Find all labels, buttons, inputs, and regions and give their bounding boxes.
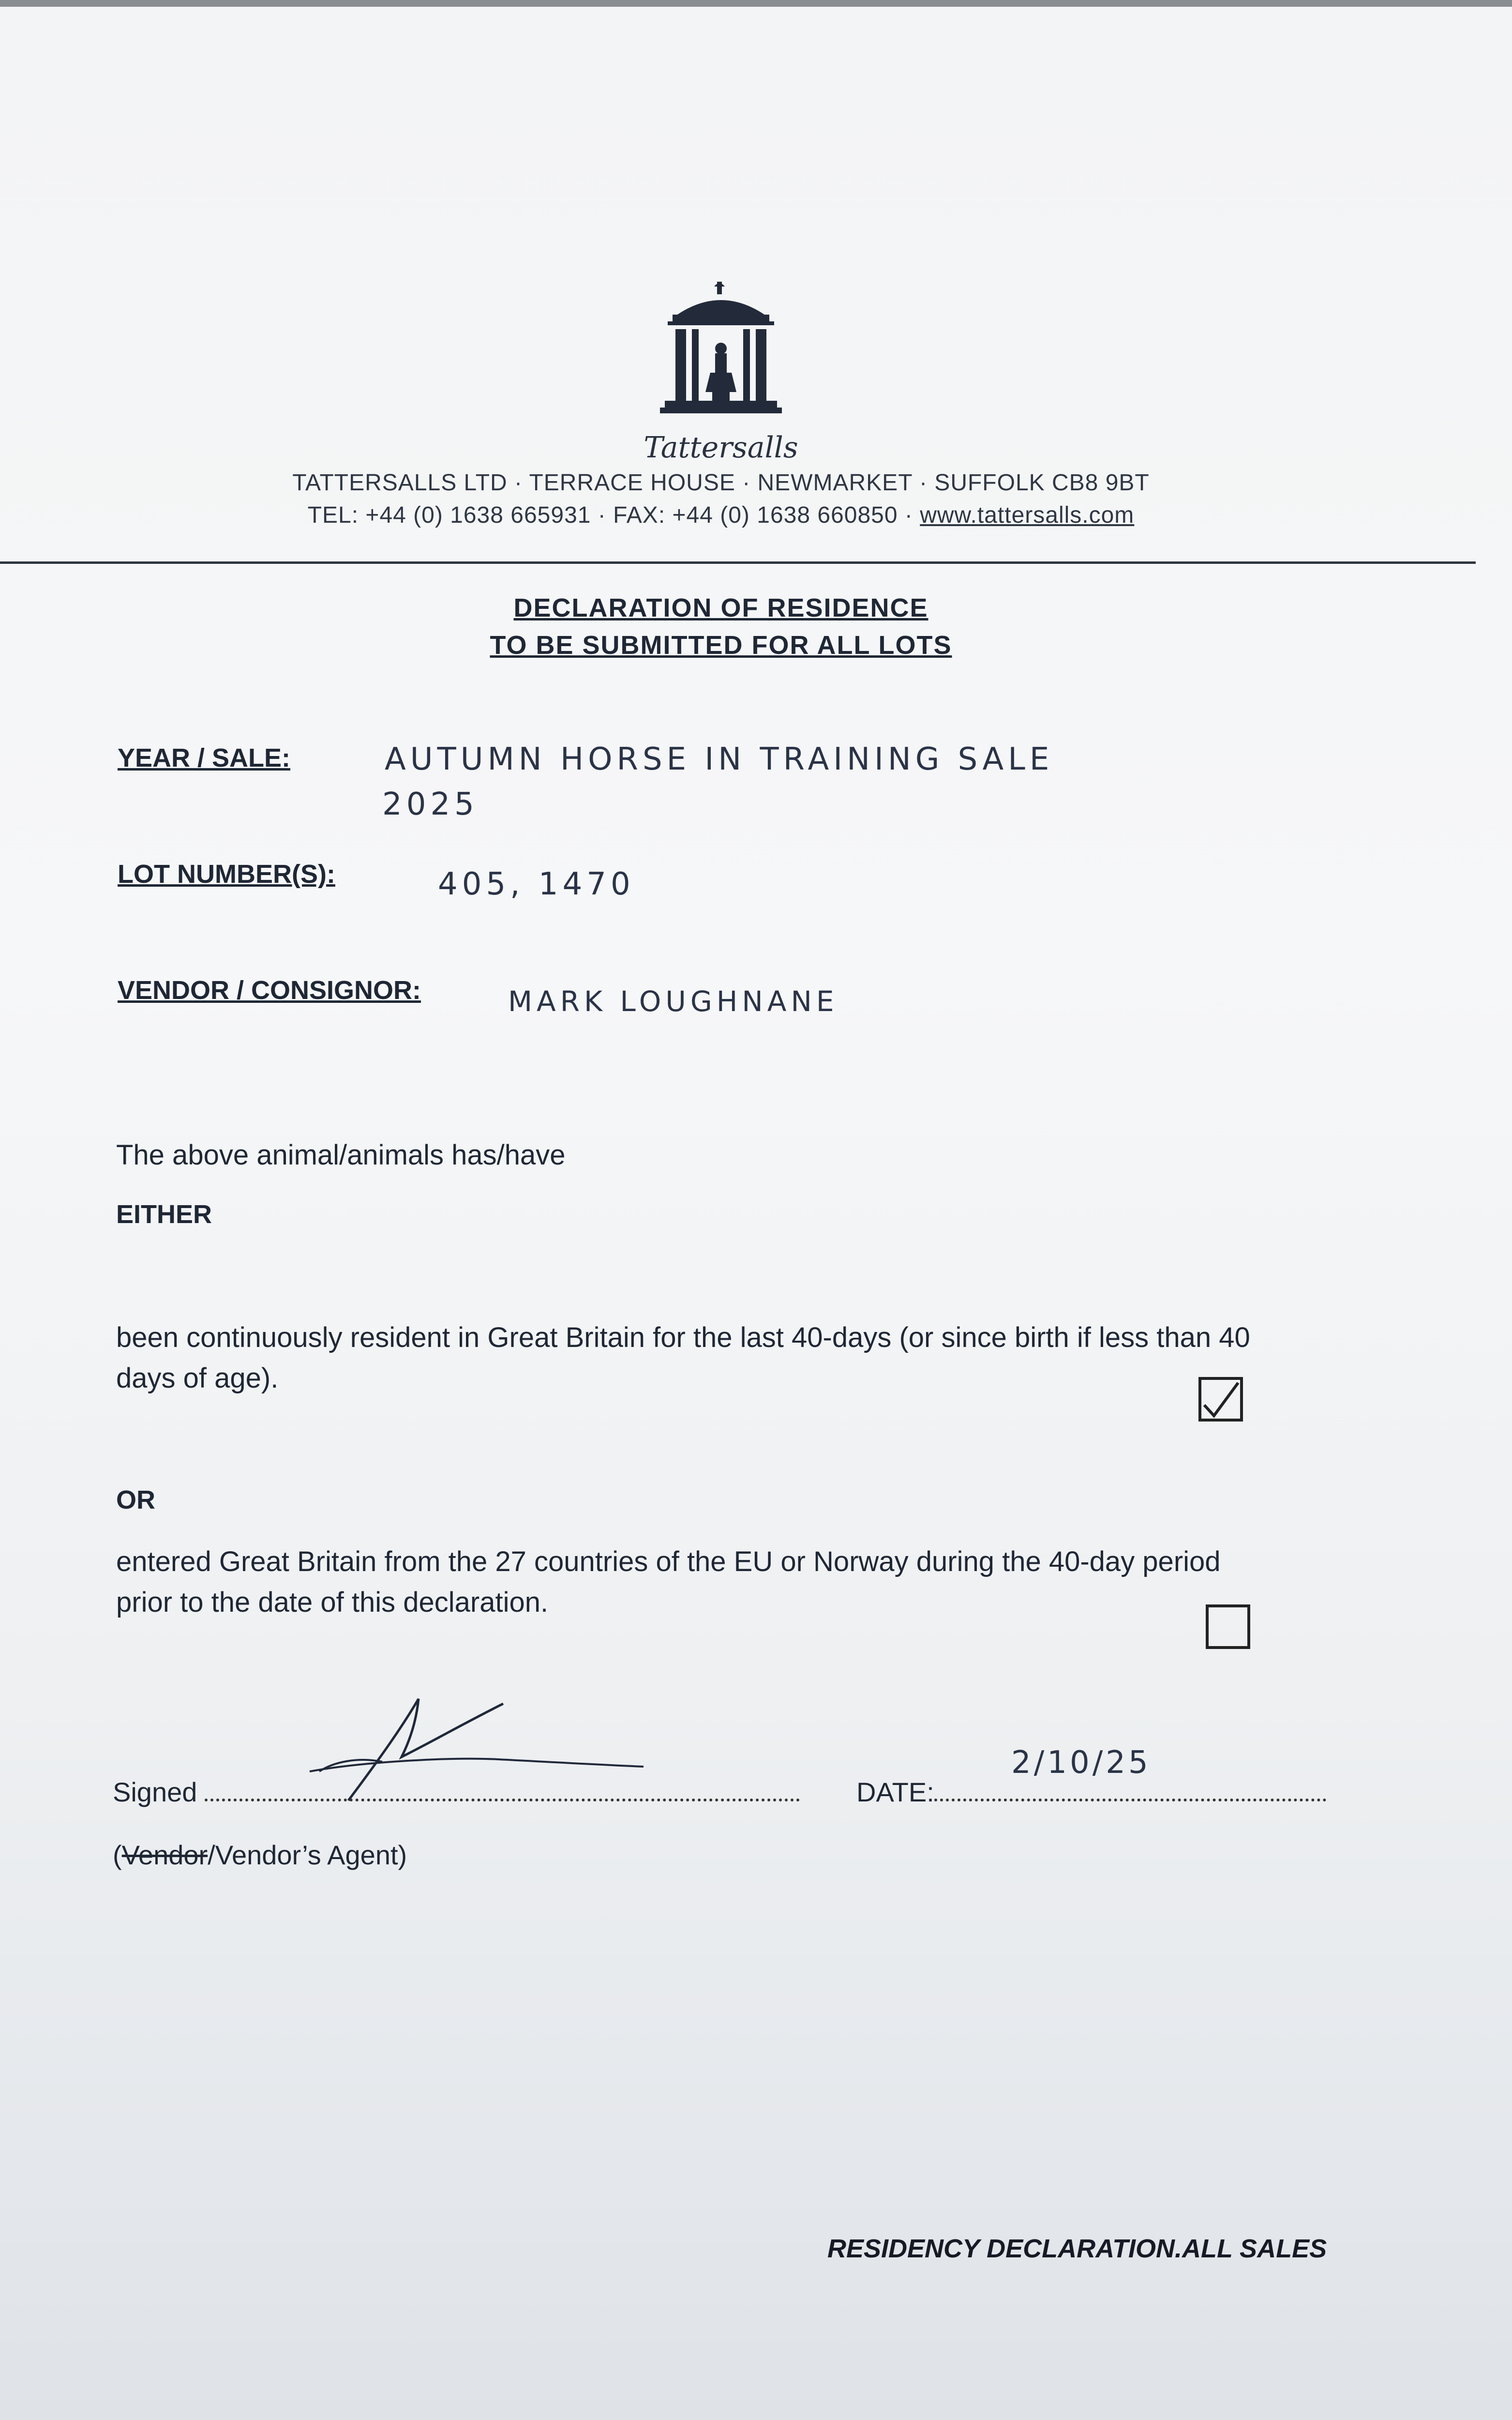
- option1-checkbox[interactable]: [1198, 1377, 1243, 1422]
- lot-number-value[interactable]: 405, 1470: [438, 866, 635, 902]
- role-vendor-struck: Vendor: [121, 1840, 208, 1870]
- lot-number-label: LOT NUMBER(S):: [118, 860, 335, 889]
- date-row: [856, 1776, 1326, 1808]
- option2-text-line1: entered Great Britain from the 27 countries of the EU or Norway during the 40-day period: [116, 1546, 1221, 1577]
- date-value[interactable]: 2/10/25: [1011, 1745, 1151, 1781]
- year-sale-value-year[interactable]: 2025: [382, 786, 479, 822]
- role-open: (: [113, 1840, 122, 1870]
- option2-checkbox[interactable]: [1206, 1604, 1250, 1649]
- rotunda-statue-icon: [658, 281, 784, 426]
- option2-text-line2: prior to the date of this declaration.: [116, 1587, 549, 1618]
- role-vendor-agent: /Vendor’s Agent): [208, 1840, 407, 1870]
- option1-text-line2: days of age).: [116, 1362, 279, 1394]
- document-subtitle: TO BE SUBMITTED FOR ALL LOTS: [490, 631, 952, 660]
- year-sale-label: YEAR / SALE:: [118, 743, 291, 772]
- signature-field[interactable]: [205, 1794, 800, 1801]
- vendor-label: VENDOR / CONSIGNOR:: [118, 976, 421, 1005]
- option1-text-line1: been continuously resident in Great Britain for the last 40-days (or since birth if less than 40: [116, 1322, 1250, 1353]
- year-sale-value[interactable]: AUTUMN HORSE IN TRAINING SALE: [385, 741, 1054, 777]
- date-field[interactable]: [934, 1794, 1326, 1801]
- contact-numbers: TEL: +44 (0) 1638 665931 · FAX: +44 (0) 1638 660850 ·: [307, 502, 920, 528]
- either-label: EITHER: [116, 1200, 212, 1229]
- or-label: OR: [116, 1485, 155, 1514]
- checkmark-icon: [1201, 1380, 1240, 1419]
- statement-intro: The above animal/animals has/have: [116, 1139, 566, 1171]
- company-address: TATTERSALLS LTD · TERRACE HOUSE · NEWMARKET · SUFFOLK CB8 9BT: [292, 470, 1150, 496]
- document-title: DECLARATION OF RESIDENCE: [513, 593, 928, 622]
- header-divider: [0, 561, 1476, 564]
- vendor-value[interactable]: MARK LOUGHNANE: [508, 985, 838, 1018]
- date-label: DATE:: [856, 1777, 934, 1807]
- brand-name: Tattersalls: [644, 431, 798, 465]
- signatory-role: [113, 1839, 407, 1871]
- signed-row: [113, 1776, 800, 1808]
- company-contact: [0, 502, 1442, 529]
- website-link[interactable]: www.tattersalls.com: [920, 502, 1135, 528]
- footer-reference: RESIDENCY DECLARATION.ALL SALES: [827, 2234, 1327, 2263]
- page-top-edge: [0, 0, 1512, 7]
- signed-label: Signed: [113, 1777, 197, 1807]
